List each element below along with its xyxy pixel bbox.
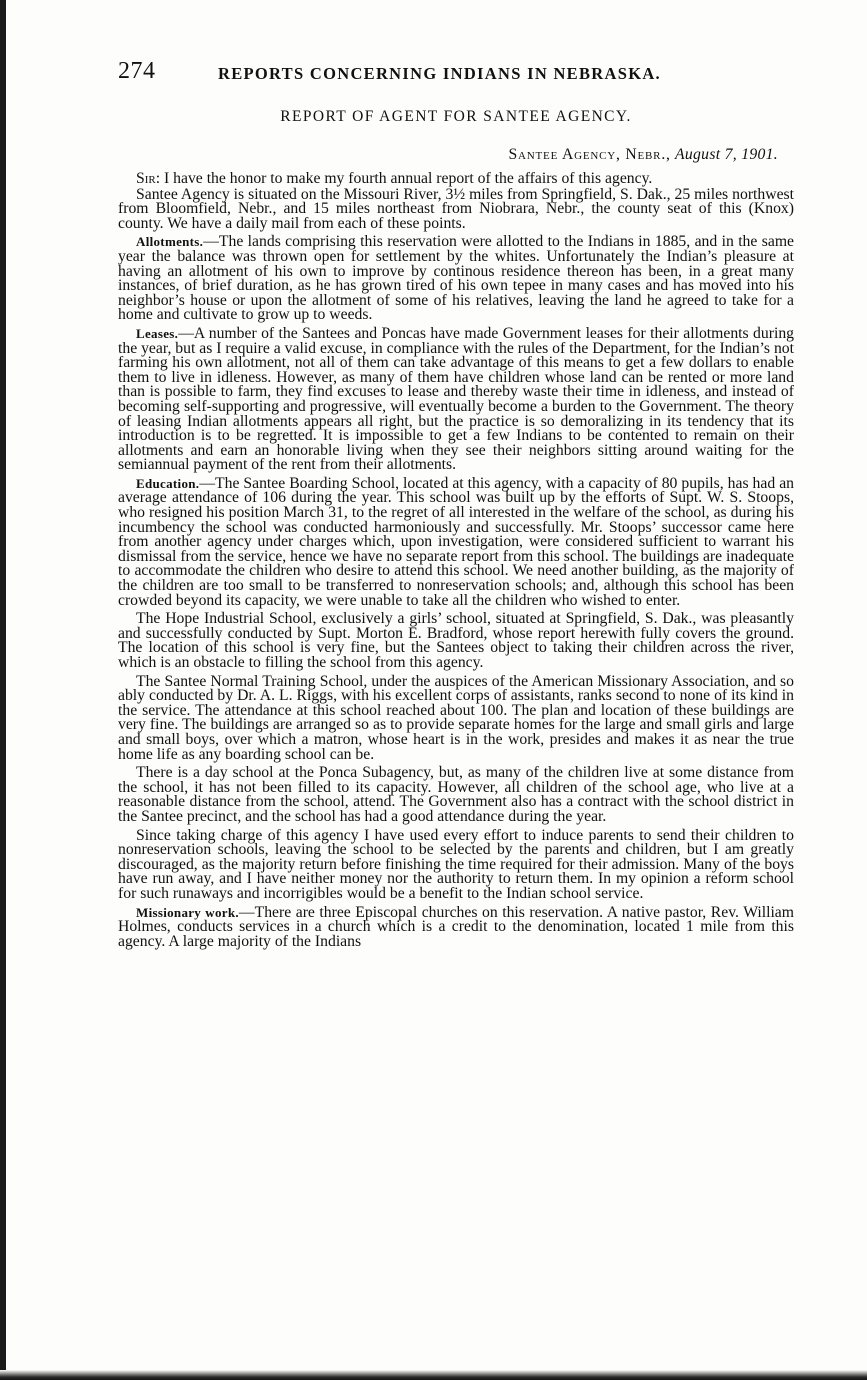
paragraph-education (118, 474, 794, 609)
paragraph-normal-school (118, 672, 794, 763)
running-head (118, 58, 778, 88)
paragraph-missionary-work (118, 903, 794, 950)
paragraph-day-school (118, 766, 794, 824)
paragraph-text: Santee Agency is situated on the Missouri River, 3½ miles from Springfield, S. Dak., 25 miles northwest from Bloomfield, Nebr., and 15 miles northeast from Niobrara, Nebr., the county seat of this (Knox) county. We have a daily mail from each of these points. (118, 185, 794, 232)
dateline (118, 146, 778, 164)
paragraph-text: There is a day school at the Ponca Subagency, but, as many of the children live at some distance from the school, it has not been filled to its capacity. However, all children of the school age, who live at a reasonable distance from the school, attend. The Government also has a contract with the school district in the Santee precinct, and the school has had a good attendance during the year. (118, 764, 794, 825)
section-heading-missionary-work: Missionary work. (136, 904, 239, 920)
scan-edge-left (0, 0, 6, 1380)
paragraph-text: —The lands comprising this reservation were allotted to the Indians in 1885, and in the same year the balance was thrown open for settlement by the whites. Unfortunately the Indian’s pleasure at having an allotment of his own to improve by continous residence thereon has been, in a great many instances, of brief duration, as he has grown tired of his own tepee in many cases and has moved into his neighbor’s house or upon the allotment of some of his relatives, leaving the land he agreed to take for a home and cultivate to grow up to weeds. (118, 233, 794, 324)
paragraph-nonreservation (118, 826, 794, 902)
paragraph-text: —The Santee Boarding School, located at this agency, with a capacity of 80 pupils, has had an average attendance of 106 during the year. This school was built up by the efforts of Supt. W. S. Stoops, who resigned his position March 31, to the regret of all interested in the welfare of the school, as during his incumbency the school was conducted harmoniously and successfully. Mr. Stoops’ successor came here from another agency under charges which, upon investigation, were considered sufficient to warrant his dismissal from the service, hence we have no separate report from this school. The buildings are inadequate to accommodate the children who desire to attend this school. We need another building, as the majority of the children are too small to be transferred to nonreservation schools; and, although this school has been crowded beyond its capacity, we were unable to take all the children who wished to enter. (118, 474, 794, 609)
paragraph-leases (118, 324, 794, 474)
page-number: 274 (118, 58, 156, 84)
report-body (118, 146, 794, 953)
dateline-place: Santee Agency, Nebr., (508, 146, 671, 163)
scan-edge-bottom (0, 1370, 867, 1380)
paragraph-text: The Hope Industrial School, exclusively a girls’ school, situated at Springfield, S. Dak., was pleasantly and successfully conducted by Supt. Morton E. Bradford, whose report herewith fully covers the ground. The location of this school is very fine, but the Santees object to taking their children across the river, which is an obstacle to filling the school from this agency. (118, 610, 794, 671)
paragraph-text: —There are three Episcopal churches on this reservation. A native pastor, Rev. William Holmes, conducts services in a church which is a credit to the denomination, located 1 mile from this agency. A large majority of the Indians (118, 903, 794, 950)
paragraph-text: Since taking charge of this agency I have used every effort to induce parents to send their children to nonreservation schools, leaving the school to be selected by the parents and children, but I am greatly discouraged, as the majority return before finishing the time required for their admission. Many of the boys have run away, and I have neither money nor the authority to return them. In my opinion a reform school for such runaways and incorrigibles would be a benefit to the Indian school service. (118, 826, 794, 902)
running-title: REPORTS CONCERNING INDIANS IN NEBRASKA. (218, 64, 661, 83)
paragraph-allotments (118, 235, 794, 323)
section-heading-leases: Leases. (136, 325, 179, 341)
paragraph-text: The Santee Normal Training School, under the auspices of the American Missionary Association, and so ably conducted by Dr. A. L. Riggs, with his excellent corps of assistants, ranks second to none of its kind in the service. The attendance at this school reached about 100. The plan and location of these buildings are very fine. The buildings are arranged so as to provide separate homes for the large and small girls and large and small boys, over which a matron, whose heart is in the work, presides and makes it as near the true home life as any boarding school can be. (118, 672, 794, 763)
paragraph-hope-school (118, 612, 794, 670)
paragraph-text: —A number of the Santees and Poncas have made Government leases for their allotments during the year, but as I require a valid excuse, in compliance with the rules of the Department, for the Indian’s not farming his own allotment, not all of them can take advantage of this means to get a few dollars to enable them to live in idleness. However, as many of them have children whose land can be rented or more land than is possible to farm, they find excuses to lease and thereby waste their time in idleness, and instead of becoming self-supporting and progressive, will eventually become a burden to the Government. The theory of leasing Indian allotments appears all right, but the practice is so demoralizing in its tendency that its introduction is to be regretted. It is impossible to get a few Indians to be contented to remain on their allotments and earn an honorable living when they see their neighbors sitting around waiting for the semiannual payment of the rent from their allotments. (118, 324, 794, 474)
section-heading-allotments: Allotments. (136, 234, 204, 250)
report-heading: REPORT OF AGENT FOR SANTEE AGENCY. (280, 108, 632, 125)
dateline-date: August 7, 1901. (675, 146, 778, 163)
section-heading-education: Education. (136, 475, 200, 491)
salutation: Sir: (136, 170, 161, 187)
paragraph-salutation (118, 172, 794, 187)
paragraph-location (118, 185, 794, 232)
paragraph-text: I have the honor to make my fourth annual report of the affairs of this agency. (160, 170, 653, 187)
